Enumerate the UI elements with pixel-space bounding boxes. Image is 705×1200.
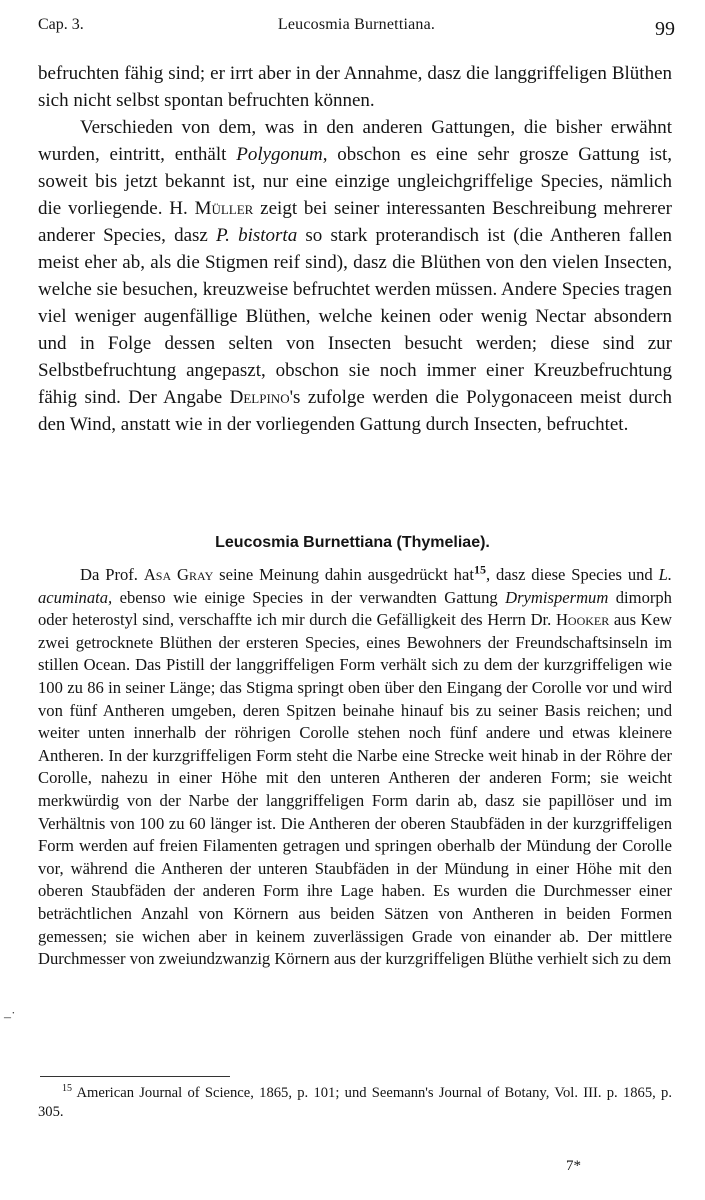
genus-name: Drymispermum bbox=[505, 587, 609, 607]
text-run: seine Meinung dahin ausgedrückt hat bbox=[213, 565, 474, 584]
footnote-rule bbox=[40, 1076, 230, 1077]
footnote-text: American Journal of Science, 1865, p. 101; und Seemann's Journal of Botany, Vol. III. p. 1865, p. 305. bbox=[38, 1085, 672, 1120]
chapter-label: Cap. 3. bbox=[38, 16, 84, 33]
text-run: dimorph oder heterostyl sind, verschaffte ich mir durch die Gefälligkeit des Herrn Dr. bbox=[38, 587, 672, 630]
paragraph-leucosmia bbox=[38, 564, 672, 971]
paragraph-continuation: befruchten fähig sind; er irrt aber in der Annahme, dasz die langgriffeligen Blüthen sich nicht selbst spontan befruchten können. bbox=[38, 63, 672, 111]
text-run: 's zufolge werden die Polygonaceen meist durch den Wind, anstatt wie in der vorliegenden Gattung durch Insecten, befruchtet. bbox=[38, 387, 672, 435]
footnote bbox=[38, 1084, 672, 1122]
page-number: 99 bbox=[655, 18, 675, 40]
running-title: Leucosmia Burnettiana. bbox=[277, 16, 436, 33]
author-name: Delpino bbox=[229, 387, 290, 408]
running-head bbox=[38, 14, 675, 42]
footnote-reference: 15 bbox=[473, 562, 486, 577]
text-run: Da Prof. bbox=[80, 565, 144, 584]
author-name: Hooker bbox=[555, 610, 610, 630]
text-run: so stark proterandisch ist (die Antheren fallen meist eher ab, als die Stigmen reif sind), dasz die Blüthen von den vielen Insecten, welche sie besuchen, kreuzweise befruchtet werden müssen. Andere Species tragen viel weniger augenfällige Blüthen, welche keinen oder wenig Nectar absondern und in Folge dessen selten von Insecten besucht werden; diese sind zur Selbstbefruchtung angepaszt, obschon sie noch immer einer Kreuzbefruchtung fähig sind. Der Angabe bbox=[38, 225, 673, 408]
author-name: Asa Gray bbox=[143, 565, 214, 584]
text-run: ebenso wie einige Species in der verwandten Gattung bbox=[112, 587, 506, 607]
section-heading: Leucosmia Burnettiana (Thymeliae). bbox=[215, 534, 490, 551]
text-run: , obschon es eine sehr grosze Gattung ist, soweit bis jetzt bekannt ist, nur eine einzige ungleichgriffelige Species, nämlich die vorliegende. H. bbox=[38, 144, 672, 219]
signature-mark: 7* bbox=[566, 1158, 581, 1174]
species-name: P. bistorta bbox=[216, 225, 298, 246]
author-name: Müller bbox=[194, 198, 254, 219]
text-run: aus Kew zwei getrocknete Blüthen der ersteren Species, eines Bewohners der Freundschaftsinseln im stillen Ocean. Das Pistill der langgriffeligen Form verhält sich zu dem der kurzgriffeligen wie 100 zu 86 in seiner Länge; das Stigma springt oben über den Eingang der Corolle vor und wird von fünf Antheren umgeben, deren Spitzen beinahe hinauf bis zu seiner Basis reichen; und weiter unten innerhalb der röhrigen Corolle stehen noch fünf andere und etwas kleinere Antheren. In der kurzgriffeligen Form steht die Narbe eine Strecke weit hinab in der Röhre der Corolle, nahezu in einer Höhe mit den unteren Antheren der anderen Form; sie weicht merkwürdig von der Narbe der langgriffeligen Form darin ab, dasz sie papillöser und im Verhältnis von 100 zu 60 länger ist. Die Antheren der oberen Staubfäden in der kurzgriffeligen Form werden auf freien Filamenten getragen und springen oberhalb der Mündung der Corolle vor, während die Antheren der unteren Staubfäden in der Mündung in einer Höhe mit den oberen Staubfäden der anderen Form ihre Lage haben. Es wurden die Durchmesser einer beträchtlichen Anzahl von Körnern aus beiden Sätzen von Antheren in beiden Formen gemessen; sie wichen aber in keinem zuverlässigen Grade von einander ab. Der mittlere Durchmesser von zweiundzwanzig Körnern aus der kurzgriffeligen Blüthe verhielt sich zu dem bbox=[38, 610, 673, 969]
text-run: Verschieden von dem, was in den anderen Gattungen, die bisher erwähnt wurden, eintritt, enthält bbox=[38, 117, 672, 165]
genus-name: Polygonum bbox=[236, 144, 323, 165]
text-run: , dasz diese Species und bbox=[485, 565, 659, 584]
species-name: L. acuminata, bbox=[38, 565, 672, 607]
paragraph-polygonum bbox=[38, 114, 672, 438]
margin-mark: –˙ bbox=[4, 1010, 16, 1025]
footnote-number: 15 bbox=[62, 1083, 72, 1095]
text-run: zeigt bei seiner interessanten Beschreibung mehrerer anderer Species, dasz bbox=[38, 198, 672, 246]
